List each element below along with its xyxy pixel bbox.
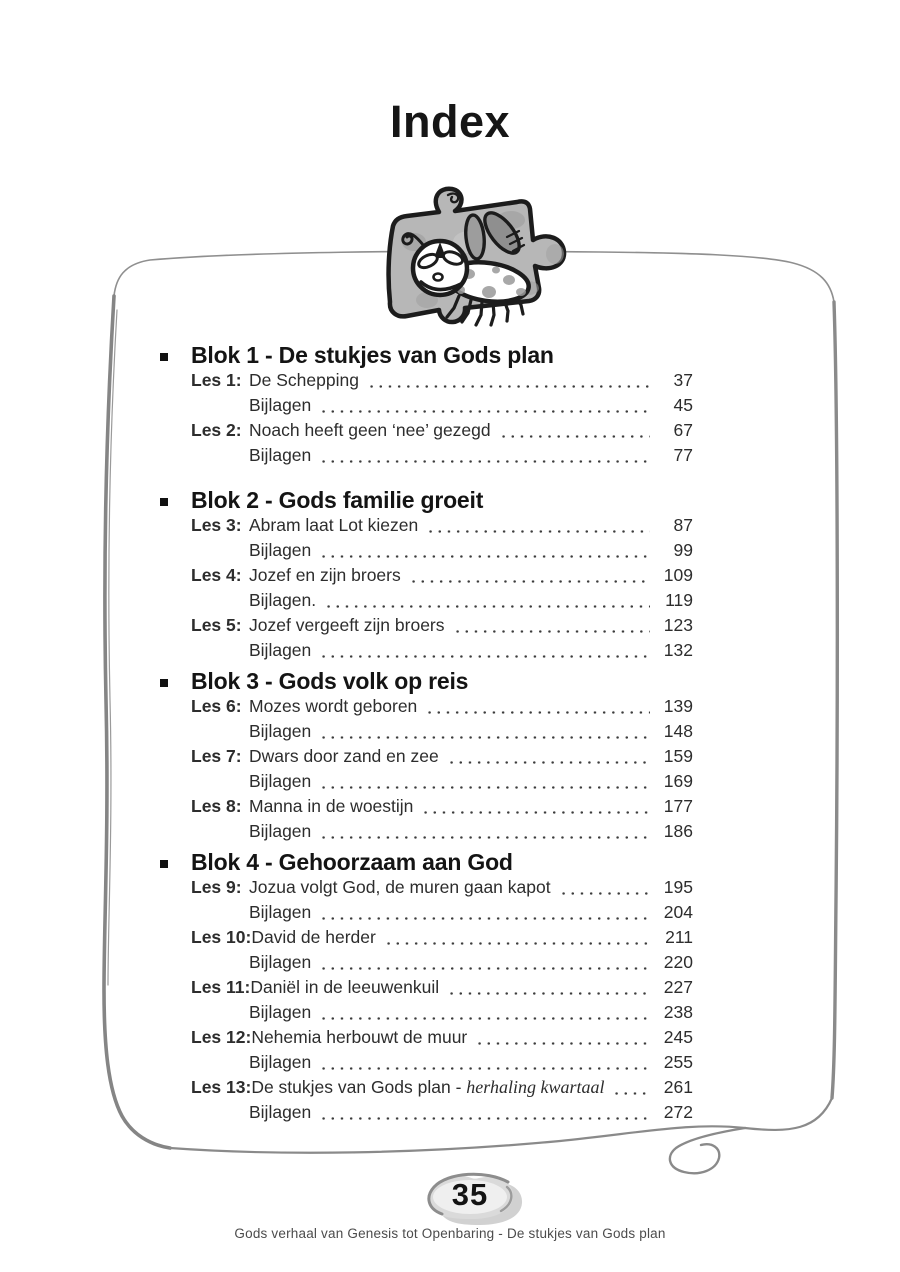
lesson-label [191,950,249,975]
toc-entry [160,588,693,613]
toc-entry [160,513,693,538]
entry-page-number: 67 [673,420,693,440]
lesson-label: Les 11: [191,977,251,997]
toc-block [160,343,693,468]
entry-title: Bijlagen [249,1002,312,1022]
dot-leader [425,711,650,714]
entry-title: Bijlagen [249,395,312,415]
lesson-label: Les 13: [191,1077,252,1097]
toc-entry [160,794,693,819]
lesson-label: Les 1: [191,370,242,390]
lesson-label: Les 7: [191,746,242,766]
dot-leader [475,1042,650,1045]
entry-page-number: 272 [663,1102,693,1122]
page-number-badge [420,1168,524,1228]
toc-entry [160,1025,693,1050]
toc-entry [160,769,693,794]
entry-page-number: 119 [665,590,693,610]
entry-page-number: 159 [663,746,693,766]
lesson-label: Les 9: [191,877,242,897]
toc-entry [160,1000,693,1025]
dot-leader [559,892,650,895]
page-title: Index [389,96,511,147]
lesson-label: Les 12: [191,1027,252,1047]
entry-title: Daniël in de leeuwenkuil [250,977,440,997]
toc-entry [160,1050,693,1075]
toc-block-header [160,850,693,875]
entry-title: Bijlagen [249,721,312,741]
entry-page-number: 139 [663,696,693,716]
dot-leader [612,1092,650,1095]
dot-leader [319,736,650,739]
lesson-label [191,638,249,663]
lesson-label [191,1100,249,1125]
lesson-label: Les 2: [191,420,242,440]
toc-block-title: Blok 2 - Gods familie groeit [191,487,484,513]
entry-title: David de herder [251,927,376,947]
entry-title: Jozef vergeeft zijn broers [249,615,445,635]
toc-entry [160,443,693,468]
lesson-label [191,1050,249,1075]
toc-entry [160,744,693,769]
footer-text: Gods verhaal van Genesis tot Openbaring - De stukjes van Gods plan [234,1226,666,1241]
lesson-label [191,769,249,794]
toc-block [160,488,693,663]
toc-entry [160,975,693,1000]
entry-title: Nehemia herbouwt de muur [251,1027,468,1047]
entry-page-number: 245 [663,1027,693,1047]
lesson-label [191,393,249,418]
toc-block-title: Blok 1 - De stukjes van Gods plan [191,342,554,368]
lesson-label: Les 8: [191,796,242,816]
lesson-label [191,900,249,925]
entry-title: Jozua volgt God, de muren gaan kapot [249,877,551,897]
entry-page-number: 169 [663,771,693,791]
entry-page-number: 45 [673,395,693,415]
page-number: 35 [451,1177,489,1212]
bullet-square-icon [160,679,168,687]
entry-title: Bijlagen [249,902,312,922]
bee-head [413,241,467,295]
dot-leader [319,655,650,658]
toc-entry [160,393,693,418]
bee-puzzle-illustration [368,184,580,334]
toc-entry [160,368,693,393]
entry-title: De stukjes van Gods plan - herhaling kwartaal [251,1077,605,1097]
toc-entry [160,638,693,663]
bullet-square-icon [160,860,168,868]
lesson-label: Les 6: [191,696,242,716]
bullet-square-icon [160,498,168,506]
lesson-label [191,588,249,613]
entry-title: Manna in de woestijn [249,796,414,816]
entry-title: De Schepping [249,370,359,390]
toc-entry [160,819,693,844]
bullet-square-icon [160,353,168,361]
toc-entry [160,719,693,744]
lesson-label [191,538,249,563]
entry-page-number: 261 [663,1077,693,1097]
entry-title: Bijlagen [249,771,312,791]
toc-block-title: Blok 3 - Gods volk op reis [191,668,469,694]
dot-leader [367,385,650,388]
entry-page-number: 132 [663,640,693,660]
entry-page-number: 37 [673,370,693,390]
lesson-label: Les 5: [191,615,242,635]
entry-title: Bijlagen [249,821,312,841]
toc-block [160,669,693,844]
dot-leader [324,605,650,608]
dot-leader [319,555,650,558]
entry-page-number: 87 [673,515,693,535]
entry-page-number: 99 [673,540,693,560]
dot-leader [421,811,650,814]
toc-entry [160,925,693,950]
entry-page-number: 148 [663,721,693,741]
entry-title: Bijlagen [249,1102,312,1122]
toc-entry [160,694,693,719]
toc-block-header [160,488,693,513]
entry-page-number: 211 [665,927,693,947]
lesson-label: Les 10: [191,927,252,947]
lesson-label: Les 3: [191,515,242,535]
entry-title: Bijlagen [249,445,312,465]
toc-entry [160,950,693,975]
toc-entry [160,418,693,443]
table-of-contents [160,343,693,1125]
entry-page-number: 220 [663,952,693,972]
toc-block-header [160,669,693,694]
lesson-label [191,719,249,744]
entry-page-number: 227 [663,977,693,997]
spiral-flourish [670,1128,745,1173]
dot-leader [319,1017,650,1020]
entry-title: Bijlagen [249,1052,312,1072]
entry-title: Noach heeft geen ‘nee’ gezegd [249,420,491,440]
dot-leader [319,1067,650,1070]
dot-leader [319,460,650,463]
entry-page-number: 195 [663,877,693,897]
toc-block-title: Blok 4 - Gehoorzaam aan God [191,849,513,875]
entry-title: Bijlagen. [249,590,317,610]
dot-leader [319,836,650,839]
entry-page-number: 109 [663,565,693,585]
dot-leader [384,942,650,945]
dot-leader [499,435,650,438]
dot-leader [447,761,650,764]
entry-title: Bijlagen [249,640,312,660]
lesson-label [191,443,249,468]
entry-title: Dwars door zand en zee [249,746,439,766]
lesson-label: Les 4: [191,565,242,585]
entry-page-number: 204 [663,902,693,922]
dot-leader [319,786,650,789]
dot-leader [453,630,650,633]
dot-leader [426,530,650,533]
toc-block-header [160,343,693,368]
dot-leader [319,410,650,413]
entry-title: Abram laat Lot kiezen [249,515,419,535]
entry-page-number: 77 [673,445,693,465]
entry-page-number: 177 [663,796,693,816]
entry-page-number: 123 [663,615,693,635]
toc-entry [160,538,693,563]
entry-title: Bijlagen [249,540,312,560]
dot-leader [319,1117,650,1120]
entry-title: Jozef en zijn broers [249,565,401,585]
toc-entry [160,900,693,925]
entry-page-number: 186 [663,821,693,841]
entry-title: Mozes wordt geboren [249,696,418,716]
toc-block [160,850,693,1125]
toc-entry [160,1075,693,1100]
dot-leader [319,967,650,970]
entry-page-number: 238 [663,1002,693,1022]
toc-entry [160,563,693,588]
dot-leader [447,992,650,995]
lesson-label [191,1000,249,1025]
toc-entry [160,1100,693,1125]
lesson-label [191,819,249,844]
toc-entry [160,613,693,638]
entry-title: Bijlagen [249,952,312,972]
dot-leader [409,580,650,583]
entry-page-number: 255 [663,1052,693,1072]
dot-leader [319,917,650,920]
toc-entry [160,875,693,900]
